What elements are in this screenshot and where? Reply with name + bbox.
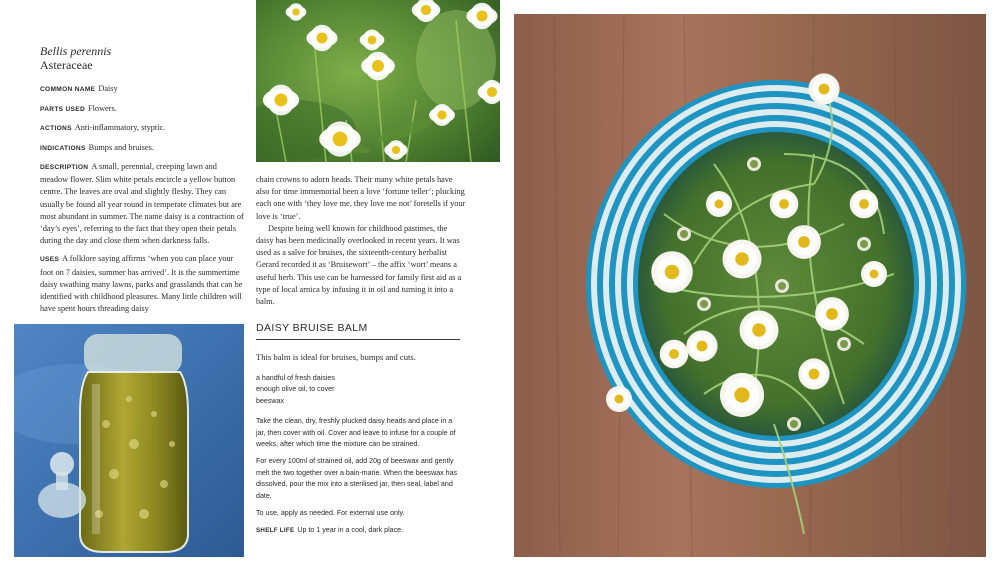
method-step-2: For every 100ml of strained oil, add 20g of beeswax and gently melt the two together over a bain-marie. When the beeswax has dissolved, pour the mix into a sterilised jar, then seal, label and date.: [256, 457, 458, 500]
actions-label: ACTIONS: [40, 125, 72, 132]
daisy-bowl-photo: [514, 14, 986, 557]
history-text: [256, 174, 466, 308]
common-name-label: COMMON NAME: [40, 86, 96, 93]
shelf-life: [256, 525, 460, 536]
parts-used-value: Flowers.: [88, 103, 117, 113]
shelf-life-value: Up to 1 year in a cool, dark place.: [297, 526, 404, 535]
method-step-3: To use, apply as needed. For external use only.: [256, 509, 405, 518]
description-value: A small, perennial, creeping lawn and meadow flower. Slim white petals encircle a yellow button centre. The leaves are oval and slightly fleshy. They can usually be found all year round in temperate climates but are most abundant in summer. The name daisy is a contraction of ‘day’s eyes’, referring to the fact that they open their petals during the day and close them when darkness falls.: [40, 162, 244, 246]
daisy-oil-jar-photo: [14, 324, 244, 557]
ingredient-2: enough olive oil, to cover: [256, 385, 335, 394]
indications-value: Bumps and bruises.: [88, 142, 154, 152]
history-paragraph-1: chain crowns to adorn heads. Their many white petals have also for time immemorial been a love ‘fortune teller’; plucking each one with ‘they love me, they love me not’ foretells if your love is ‘true’.: [256, 175, 466, 221]
actions-field: [40, 122, 246, 135]
plant-profile: [40, 44, 246, 315]
description-label: DESCRIPTION: [40, 164, 89, 171]
history-paragraph-2: Despite being well known for childhood pastimes, the daisy has been medicinally overlooked in recent years. It was used as a salve for bruises, the sixteenth-century herbalist Gerard recorded it as ‘Bruisewort’ – the affix ‘wort’ means a useful herb. This use can be harnessed for family first aid as a type of local arnica by infusing it in oil and turning it into a balm.: [256, 223, 462, 307]
uses-value: A folklore saying affirms ‘when you can place your foot on 7 daisies, summer has arrived’. It is the summertime daisy swathing many lawns, parks and grasslands that can be identified with childhood pleasures. Many little children will have spent hours threading daisy: [40, 254, 243, 314]
recipe-intro: This balm is ideal for bruises, bumps and cuts.: [256, 352, 416, 362]
indications-label: INDICATIONS: [40, 144, 86, 152]
ingredient-3: beeswax: [256, 396, 284, 405]
uses-label: USES: [40, 256, 60, 264]
daisies-grass-photo: [256, 0, 500, 162]
parts-used-label: PARTS USED: [40, 105, 86, 113]
recipe-section: [256, 321, 460, 537]
indications-field: [40, 142, 246, 155]
common-name-field: [40, 83, 246, 96]
ingredient-1: a handful of fresh daisies: [256, 374, 335, 382]
common-name-value: Daisy: [98, 84, 118, 93]
latin-name: Bellis perennis: [40, 44, 112, 58]
method-step-1: Take the clean, dry, freshly plucked daisy heads and place in a jar, then cover with oil. Cover and leave to infuse for a couple of weeks, after which time the mixture can be strained.: [256, 417, 456, 449]
uses-field: [40, 253, 246, 315]
description-field: [40, 161, 246, 247]
ingredients-list: [256, 373, 460, 407]
shelf-life-label: SHELF LIFE: [256, 527, 295, 535]
recipe-title: DAISY BRUISE BALM: [256, 321, 460, 340]
family-name: Asteraceae: [40, 58, 93, 72]
method: [256, 416, 460, 537]
parts-used-field: [40, 103, 246, 116]
actions-value: Anti-inflammatory, styptic.: [74, 123, 166, 132]
